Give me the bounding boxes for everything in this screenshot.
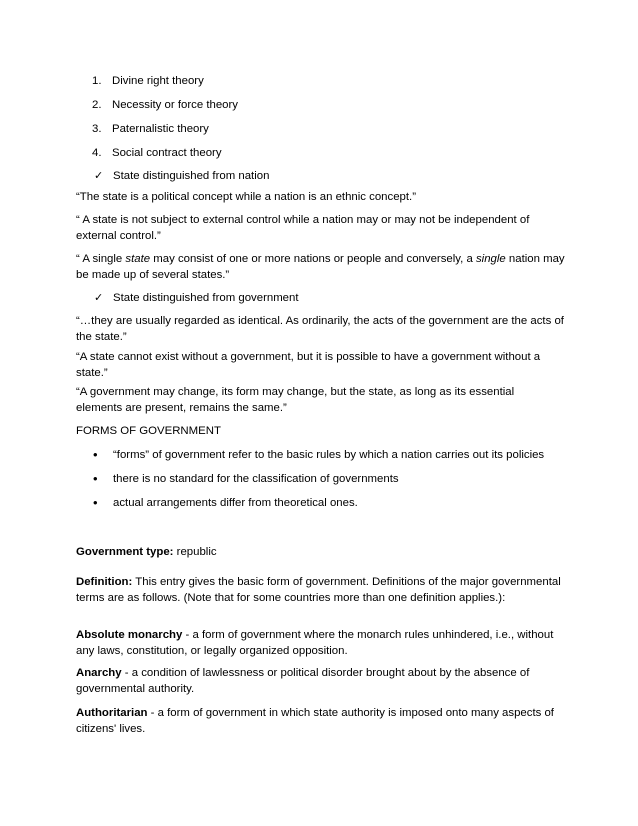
government-type: Government type: republic xyxy=(76,546,217,558)
paragraph: “The state is a political concept while a nation is an ethnic concept.” xyxy=(76,191,417,203)
paragraph: “ A state is not subject to external control while a nation may or may not be independent of external control.” xyxy=(76,214,530,242)
list-item: Social contract theory xyxy=(112,147,222,159)
paragraph: “A state cannot exist without a government, but it is possible to have a government without a state.” xyxy=(76,351,541,379)
paragraph: “A government may change, its form may change, but the state, as long as its essential elements are present, remains the same.” xyxy=(76,386,515,414)
check-item-nation: State distinguished from nation xyxy=(113,170,270,182)
paragraph: “…they are usually regarded as identical. As ordinarily, the acts of the government are the acts of the state.” xyxy=(76,315,564,343)
anarchy-definition: Anarchy - a condition of lawlessness or political disorder brought about by the absence of governmental authority. xyxy=(76,667,530,695)
list-number: 1. xyxy=(92,75,102,87)
section-heading: FORMS OF GOVERNMENT xyxy=(76,425,221,437)
list-item: Paternalistic theory xyxy=(112,123,209,135)
list-number: 3. xyxy=(92,123,102,135)
list-number: 2. xyxy=(92,99,102,111)
bullet-icon: • xyxy=(93,495,98,510)
bullet-icon: • xyxy=(93,447,98,462)
list-item: Divine right theory xyxy=(112,75,204,87)
checkmark-icon: ✓ xyxy=(94,291,104,304)
authoritarian-definition: Authoritarian - a form of government in which state authority is imposed onto many aspects of citizens' lives. xyxy=(76,707,554,735)
definition-paragraph: Definition: This entry gives the basic form of government. Definitions of the major governmental terms are as follows. (Note that for some countries more than one definition applies.): xyxy=(76,576,561,604)
list-item: Necessity or force theory xyxy=(112,99,238,111)
bullet-item: “forms” of government refer to the basic rules by which a nation carries out its policies xyxy=(113,449,545,461)
bullet-item: actual arrangements differ from theoretical ones. xyxy=(113,497,358,509)
checkmark-icon: ✓ xyxy=(94,169,104,182)
bullet-item: there is no standard for the classification of governments xyxy=(113,473,399,485)
check-item-government: State distinguished from government xyxy=(113,292,299,304)
absolute-monarchy-definition: Absolute monarchy - a form of government where the monarch rules unhindered, i.e., without any laws, constitution, or legally organized opposition. xyxy=(76,629,554,657)
list-number: 4. xyxy=(92,147,102,159)
paragraph: “ A single state may consist of one or more nations or people and conversely, a single nation may be made up of several states.” xyxy=(76,253,565,281)
bullet-icon: • xyxy=(93,471,98,486)
